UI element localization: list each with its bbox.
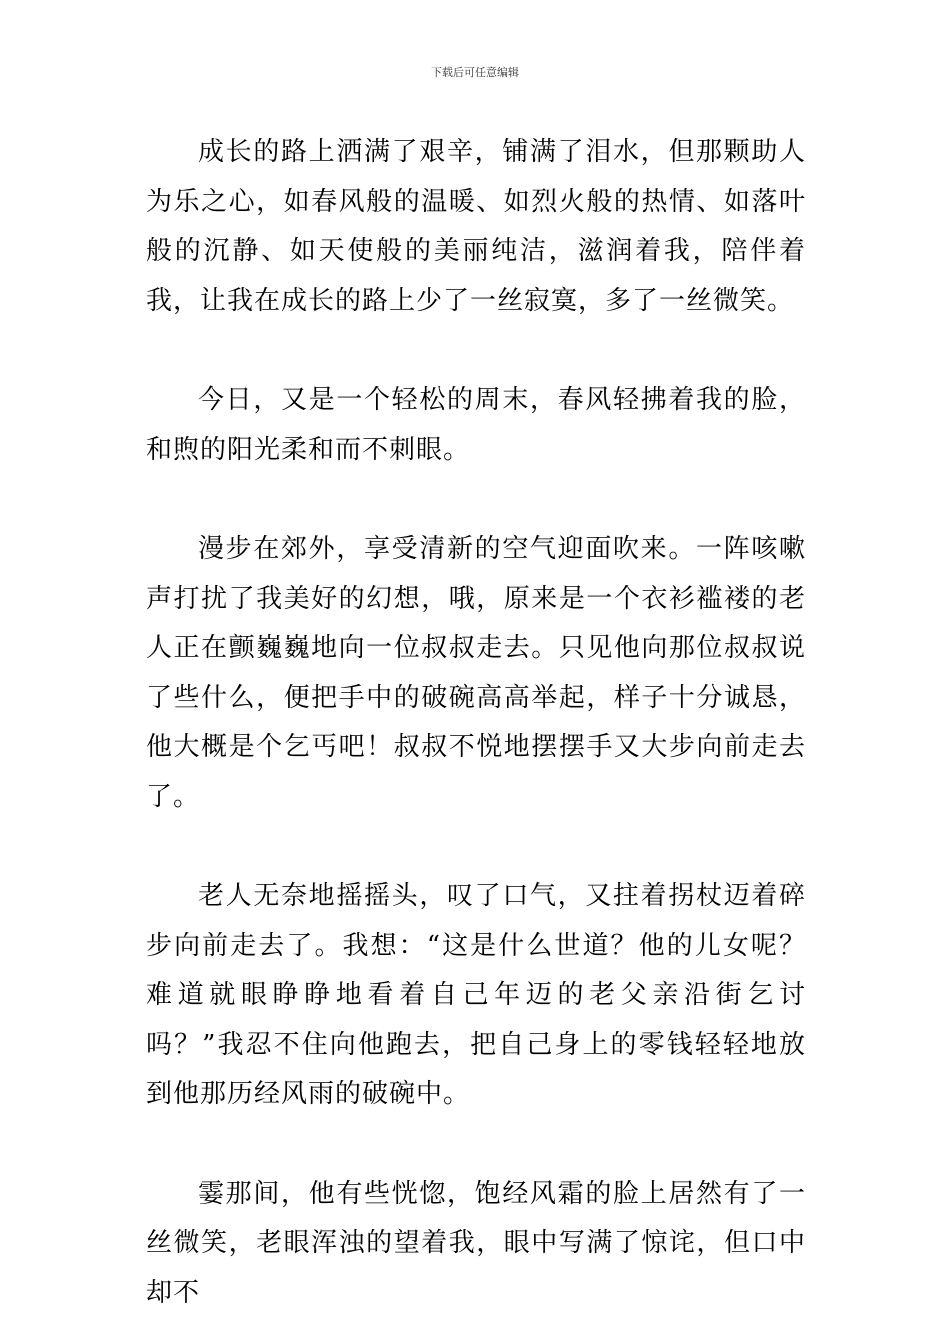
document-body xyxy=(146,128,806,1318)
paragraph: 老人无奈地摇摇头，叹了口气，又拄着拐杖迈着碎步向前走去了。我想：“这是什么世道？他的儿女呢？难道就眼睁睁地看着自己年迈的老父亲沿街乞讨吗？”我忍不住向他跑去，把自己身上的零钱轻轻地放到他那历经风雨的破碗中。 xyxy=(146,881,806,1109)
paragraph: 成长的路上洒满了艰辛，铺满了泪水，但那颗助人为乐之心，如春风般的温暖、如烈火般的热情、如落叶般的沉静、如天使般的美丽纯洁，滋润着我，陪伴着我，让我在成长的路上少了一丝寂寞，多了一丝微笑。 xyxy=(146,137,806,316)
paragraph: 霎那间，他有些恍惚，饱经风霜的脸上居然有了一丝微笑，老眼浑浊的望着我，眼中写满了惊诧，但口中却不 xyxy=(146,1178,806,1308)
paragraph: 漫步在郊外，享受清新的空气迎面吹来。一阵咳嗽声打扰了我美好的幻想，哦，原来是一个衣衫褴褛的老人正在颤巍巍地向一位叔叔走去。只见他向那位叔叔说了些什么，便把手中的破碗高高举起，样子十分诚恳，他大概是个乞丐吧！叔叔不悦地摆摆手又大步向前走去了。 xyxy=(146,534,806,812)
page-header: 下载后可任意编辑 xyxy=(431,66,519,79)
paragraph: 今日，又是一个轻松的周末，春风轻拂着我的脸，和煦的阳光柔和而不刺眼。 xyxy=(146,385,806,465)
